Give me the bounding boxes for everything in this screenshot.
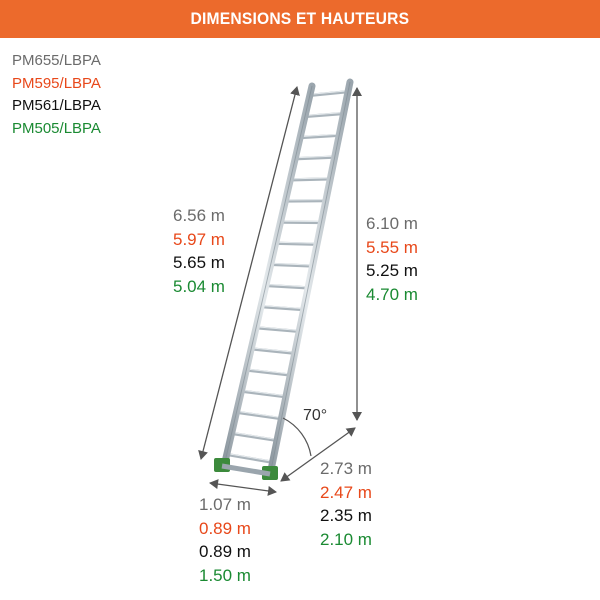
model-label: PM655/LBPA	[12, 52, 101, 69]
ladder-rung	[241, 391, 285, 397]
model-label: PM561/LBPA	[12, 97, 101, 114]
model-label: PM595/LBPA	[12, 74, 101, 92]
width-value: 0.89 m	[199, 542, 251, 561]
model-label: PM505/LBPA	[12, 119, 101, 137]
length-value: 6.56 m	[173, 206, 225, 225]
height-value: 6.10 m	[366, 214, 418, 233]
ladder-rung	[232, 433, 277, 440]
height-value: 4.70 m	[366, 284, 418, 304]
angle-label: 70°	[303, 407, 328, 424]
width-value: 1.50 m	[199, 565, 251, 585]
ladder-rung	[246, 370, 290, 375]
width-value: 1.07 m	[199, 495, 251, 514]
height-values	[366, 212, 418, 306]
width-value: 0.89 m	[199, 518, 251, 538]
height-value: 5.25 m	[366, 261, 418, 280]
header-title: DIMENSIONS ET HAUTEURS	[190, 9, 410, 28]
ladder-rung	[227, 454, 273, 462]
ladder-rung	[237, 412, 282, 418]
base-offset-value: 2.47 m	[320, 482, 372, 502]
height-value: 5.55 m	[366, 237, 418, 257]
width-dimension-line	[210, 483, 276, 492]
length-value: 5.04 m	[173, 276, 225, 296]
length-value: 5.97 m	[173, 229, 225, 249]
length-values	[173, 204, 225, 298]
ladder-rung	[251, 349, 295, 353]
length-value: 5.65 m	[173, 253, 225, 272]
base-offset-value: 2.35 m	[320, 506, 372, 525]
base-offset-value: 2.73 m	[320, 459, 372, 478]
base-offset-value: 2.10 m	[320, 529, 372, 549]
width-values	[199, 493, 251, 587]
base-offset-values	[320, 457, 372, 551]
ladder-rung-highlight	[227, 453, 273, 461]
